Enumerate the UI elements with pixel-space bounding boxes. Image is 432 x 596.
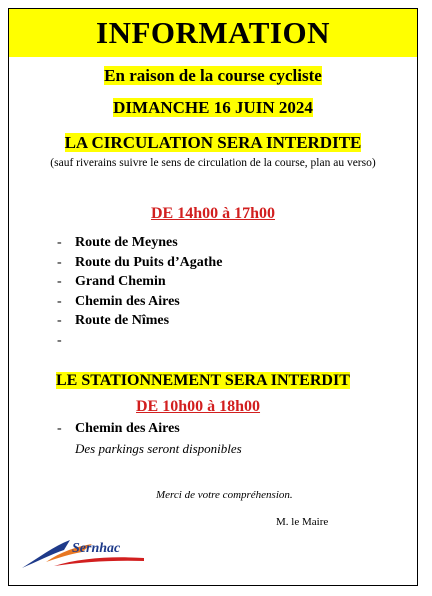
list-item	[57, 255, 222, 275]
bullet-dash: -	[57, 274, 62, 289]
logo-text: Sernhac	[72, 541, 121, 556]
intro-text: En raison de la course cycliste	[104, 66, 322, 85]
road-name: Grand Chemin	[75, 274, 166, 289]
thanks-text: Merci de votre compréhension.	[156, 489, 293, 501]
traffic-time	[9, 205, 417, 223]
traffic-title	[9, 133, 417, 153]
road-name: Route du Puits d’Agathe	[75, 254, 223, 270]
bullet-dash: -	[57, 313, 62, 328]
bullet-dash: -	[57, 235, 62, 250]
information-title: INFORMATION	[9, 9, 417, 57]
signature: M. le Maire	[276, 516, 329, 528]
bullet-dash: -	[57, 293, 62, 309]
parking-time	[136, 398, 260, 416]
traffic-note: (sauf riverains suivre le sens de circulation de la course, plan au verso)	[50, 157, 376, 169]
road-name: Route de Meynes	[75, 235, 178, 250]
parking-street	[57, 421, 180, 437]
sernhac-logo	[20, 532, 146, 572]
list-item	[57, 294, 222, 314]
bullet-dash: -	[57, 332, 62, 348]
event-date	[9, 98, 417, 118]
road-name: Route de Nîmes	[75, 313, 170, 328]
parking-title	[56, 372, 350, 390]
parking-time-text: DE 10h00 à 18h00	[136, 398, 261, 415]
list-item	[57, 313, 222, 333]
traffic-time-text: DE 14h00 à 17h00	[150, 205, 276, 222]
road-list	[57, 235, 222, 352]
intro-line	[9, 66, 417, 86]
traffic-title-text: LA CIRCULATION SERA INTERDITE	[64, 133, 362, 152]
bullet-dash: -	[57, 421, 62, 436]
bullet-dash: -	[57, 254, 62, 270]
event-date-text: DIMANCHE 16 JUIN 2024	[113, 98, 313, 117]
logo-underline-red	[54, 557, 144, 566]
parking-street-name: Chemin des Aires	[75, 421, 180, 436]
list-item	[57, 333, 222, 353]
list-item	[57, 274, 222, 294]
road-name: Chemin des Aires	[75, 293, 180, 309]
parking-title-text: LE STATIONNEMENT SERA INTERDIT	[56, 372, 350, 389]
parking-note: Des parkings seront disponibles	[75, 441, 242, 456]
list-item	[57, 235, 222, 255]
